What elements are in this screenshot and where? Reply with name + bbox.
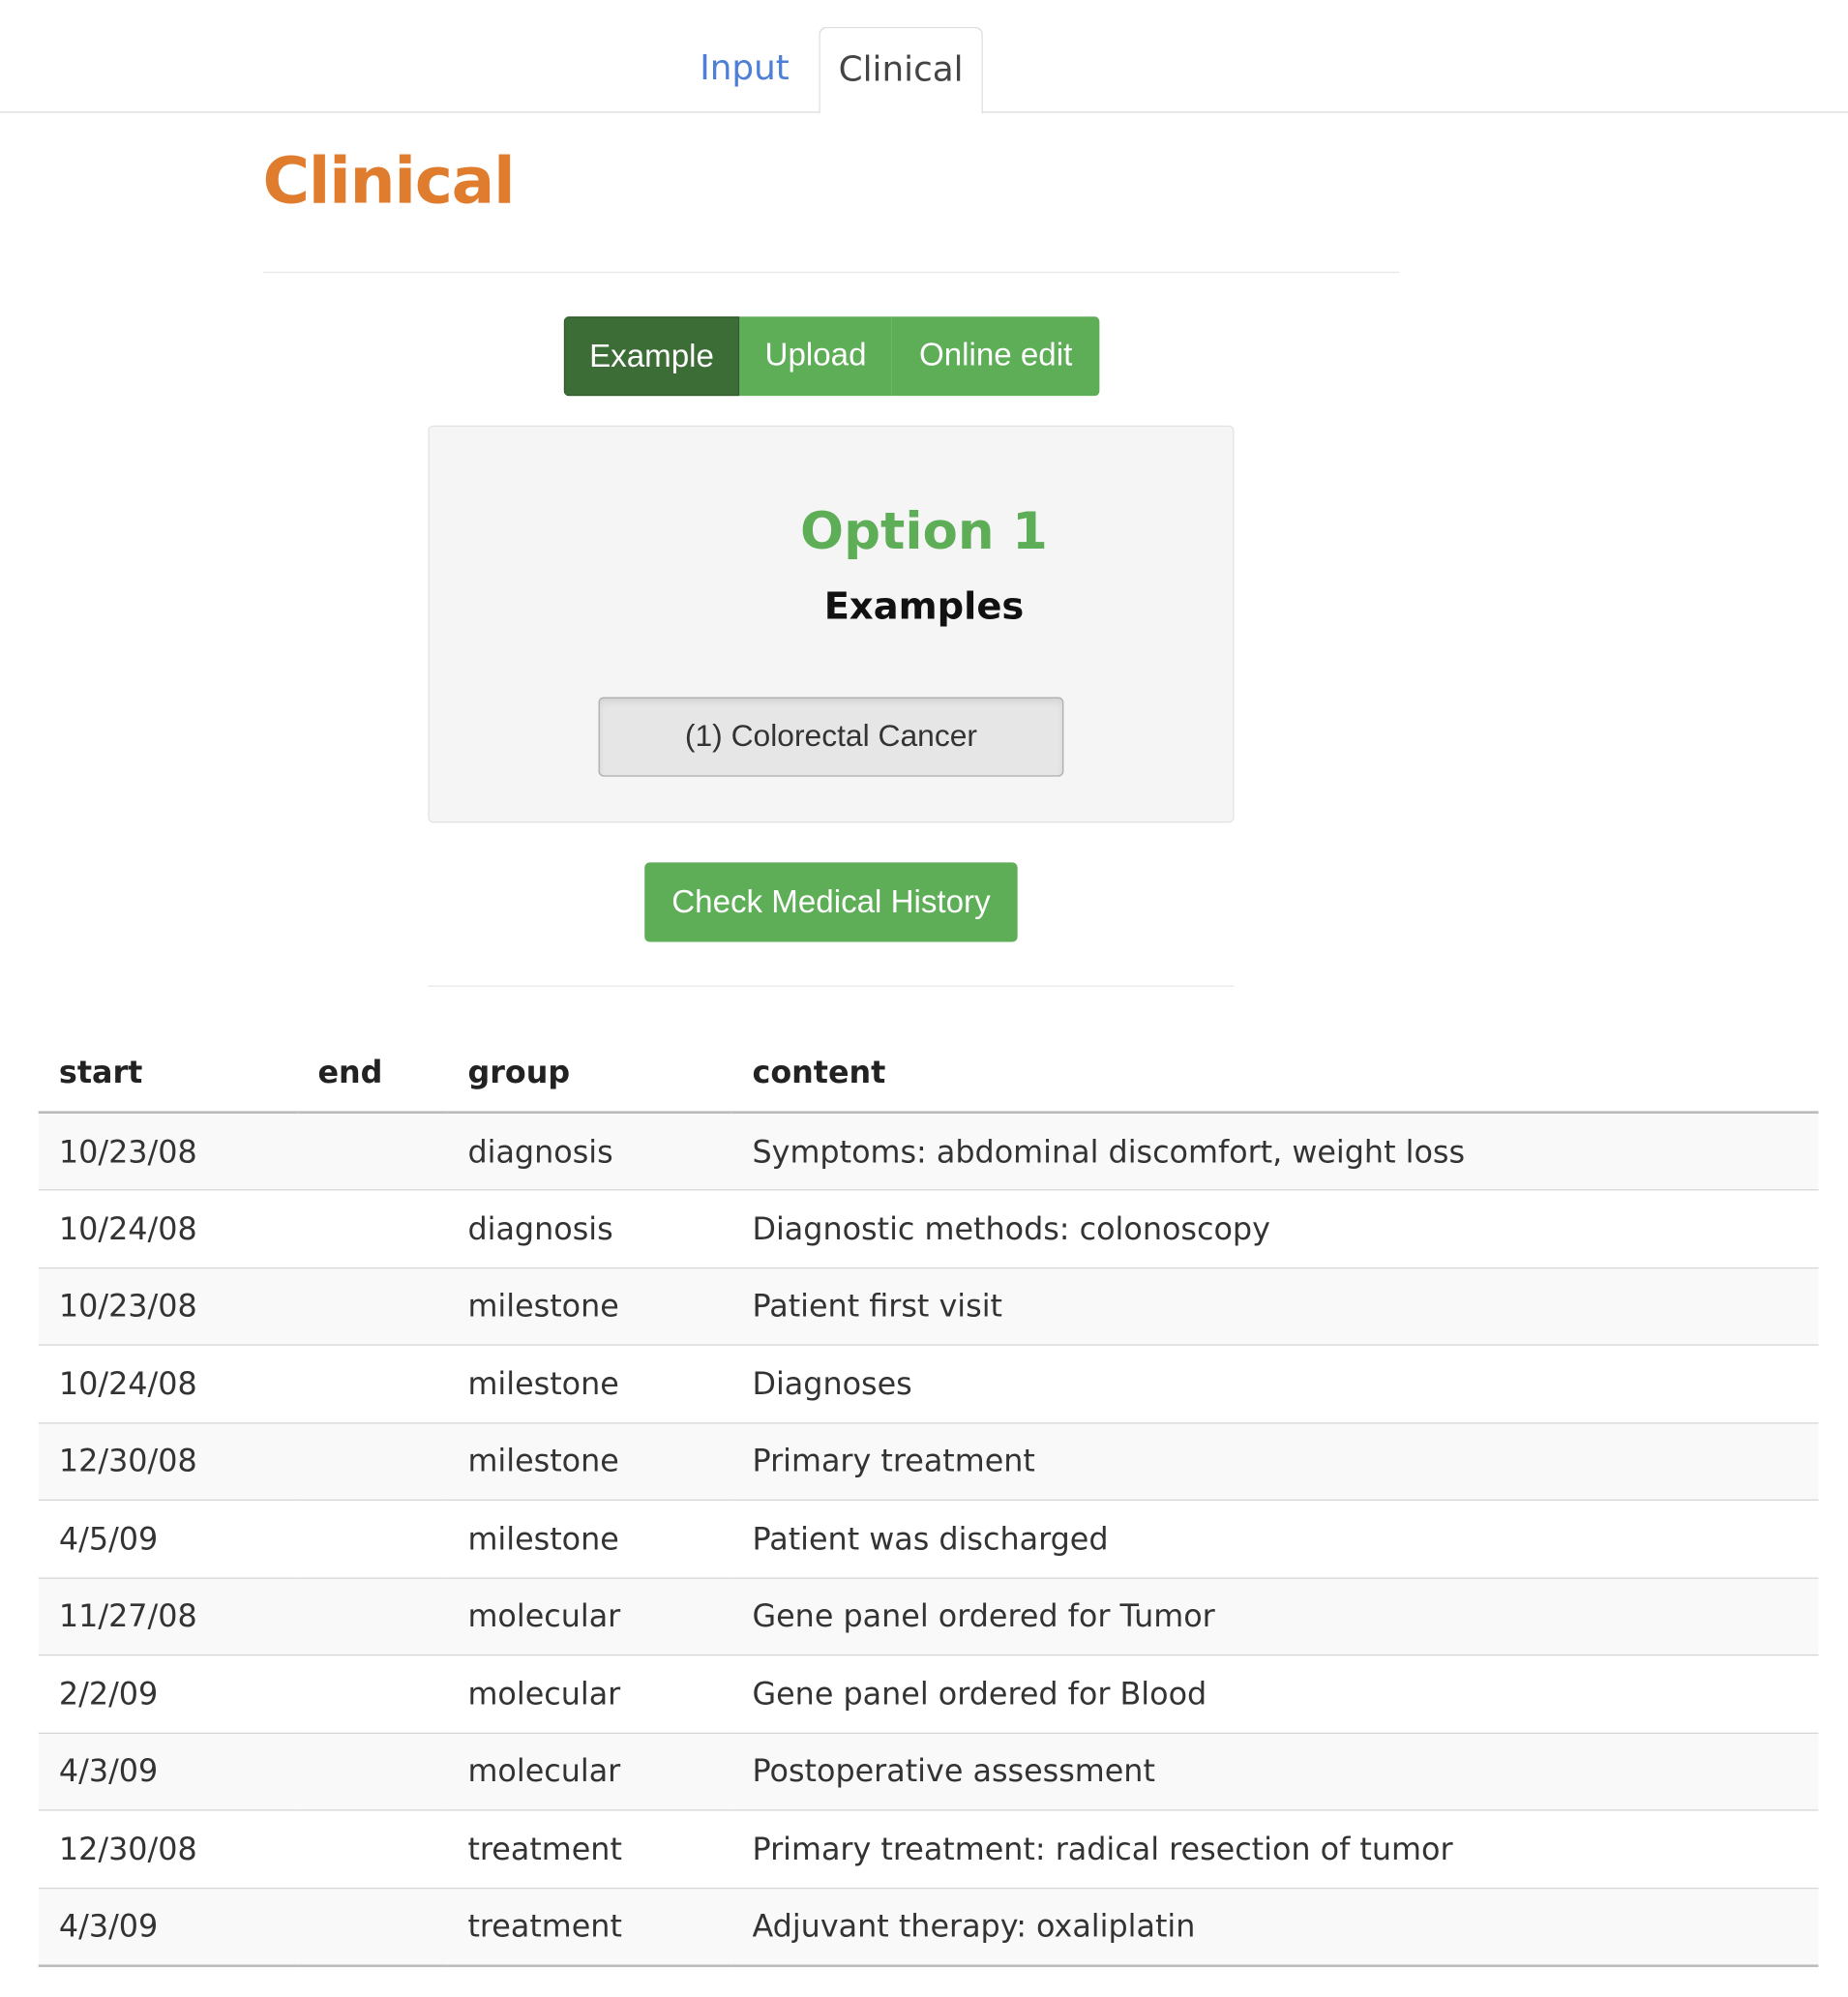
group-cell: treatment bbox=[447, 1888, 731, 1965]
end-cell bbox=[297, 1267, 447, 1345]
table-row bbox=[39, 1113, 1819, 1190]
table-header-row bbox=[39, 1033, 1819, 1113]
column-header-start[interactable]: start bbox=[39, 1033, 298, 1113]
end-cell bbox=[297, 1810, 447, 1888]
mode-button-group bbox=[564, 316, 1100, 396]
content-cell: Diagnoses bbox=[731, 1345, 1818, 1422]
online-edit-mode-button[interactable]: Online edit bbox=[892, 316, 1100, 396]
table-row bbox=[39, 1500, 1819, 1577]
column-header-content[interactable]: content bbox=[731, 1033, 1818, 1113]
end-cell bbox=[297, 1190, 447, 1267]
group-cell: milestone bbox=[447, 1345, 731, 1422]
table-row bbox=[39, 1577, 1819, 1654]
start-cell: 10/23/08 bbox=[39, 1267, 298, 1345]
content-cell: Symptoms: abdominal discomfort, weight loss bbox=[731, 1113, 1818, 1190]
upload-mode-button[interactable]: Upload bbox=[739, 316, 892, 396]
column-header-group[interactable]: group bbox=[447, 1033, 731, 1113]
start-cell: 2/2/09 bbox=[39, 1655, 298, 1733]
content-cell: Primary treatment bbox=[731, 1422, 1818, 1500]
tab-input[interactable]: Input bbox=[700, 48, 790, 89]
table-row bbox=[39, 1733, 1819, 1810]
column-header-end[interactable]: end bbox=[297, 1033, 447, 1113]
option-title: Option 1 bbox=[800, 502, 1048, 562]
start-cell: 10/24/08 bbox=[39, 1345, 298, 1422]
content-cell: Patient was discharged bbox=[731, 1500, 1818, 1577]
end-cell bbox=[297, 1345, 447, 1422]
tab-clinical[interactable]: Clinical bbox=[819, 27, 983, 114]
group-cell: diagnosis bbox=[447, 1190, 731, 1267]
content-cell: Diagnostic methods: colonoscopy bbox=[731, 1190, 1818, 1267]
start-cell: 4/3/09 bbox=[39, 1733, 298, 1810]
start-cell: 11/27/08 bbox=[39, 1577, 298, 1654]
group-cell: milestone bbox=[447, 1267, 731, 1345]
content-cell: Adjuvant therapy: oxaliplatin bbox=[731, 1888, 1818, 1965]
table-body bbox=[39, 1113, 1819, 1965]
group-cell: milestone bbox=[447, 1422, 731, 1500]
clinical-data-table bbox=[39, 1033, 1819, 1967]
start-cell: 12/30/08 bbox=[39, 1810, 298, 1888]
end-cell bbox=[297, 1733, 447, 1810]
example-mode-button[interactable]: Example bbox=[564, 316, 739, 396]
content-cell: Postoperative assessment bbox=[731, 1733, 1818, 1810]
content-cell: Primary treatment: radical resection of tumor bbox=[731, 1810, 1818, 1888]
start-cell: 10/24/08 bbox=[39, 1190, 298, 1267]
group-cell: diagnosis bbox=[447, 1113, 731, 1190]
group-cell: molecular bbox=[447, 1733, 731, 1810]
content-cell: Gene panel ordered for Tumor bbox=[731, 1577, 1818, 1654]
end-cell bbox=[297, 1113, 447, 1190]
table-row bbox=[39, 1190, 1819, 1267]
group-cell: molecular bbox=[447, 1655, 731, 1733]
tab-bar bbox=[0, 0, 1848, 113]
start-cell: 4/5/09 bbox=[39, 1500, 298, 1577]
end-cell bbox=[297, 1655, 447, 1733]
end-cell bbox=[297, 1422, 447, 1500]
start-cell: 10/23/08 bbox=[39, 1113, 298, 1190]
title-divider bbox=[263, 272, 1400, 273]
table-row bbox=[39, 1267, 1819, 1345]
content-cell: Patient first visit bbox=[731, 1267, 1818, 1345]
group-cell: treatment bbox=[447, 1810, 731, 1888]
group-cell: molecular bbox=[447, 1577, 731, 1654]
table-row bbox=[39, 1422, 1819, 1500]
table-row bbox=[39, 1345, 1819, 1422]
check-medical-history-button[interactable]: Check Medical History bbox=[644, 862, 1017, 941]
end-cell bbox=[297, 1888, 447, 1965]
start-cell: 12/30/08 bbox=[39, 1422, 298, 1500]
content-cell: Gene panel ordered for Blood bbox=[731, 1655, 1818, 1733]
table-row bbox=[39, 1810, 1819, 1888]
colorectal-cancer-example-button[interactable]: (1) Colorectal Cancer bbox=[599, 698, 1064, 777]
panel-divider bbox=[428, 986, 1234, 987]
group-cell: milestone bbox=[447, 1500, 731, 1577]
end-cell bbox=[297, 1500, 447, 1577]
end-cell bbox=[297, 1577, 447, 1654]
start-cell: 4/3/09 bbox=[39, 1888, 298, 1965]
table-row bbox=[39, 1655, 1819, 1733]
page-title: Clinical bbox=[262, 143, 515, 219]
table-row bbox=[39, 1888, 1819, 1965]
examples-heading: Examples bbox=[823, 583, 1025, 629]
